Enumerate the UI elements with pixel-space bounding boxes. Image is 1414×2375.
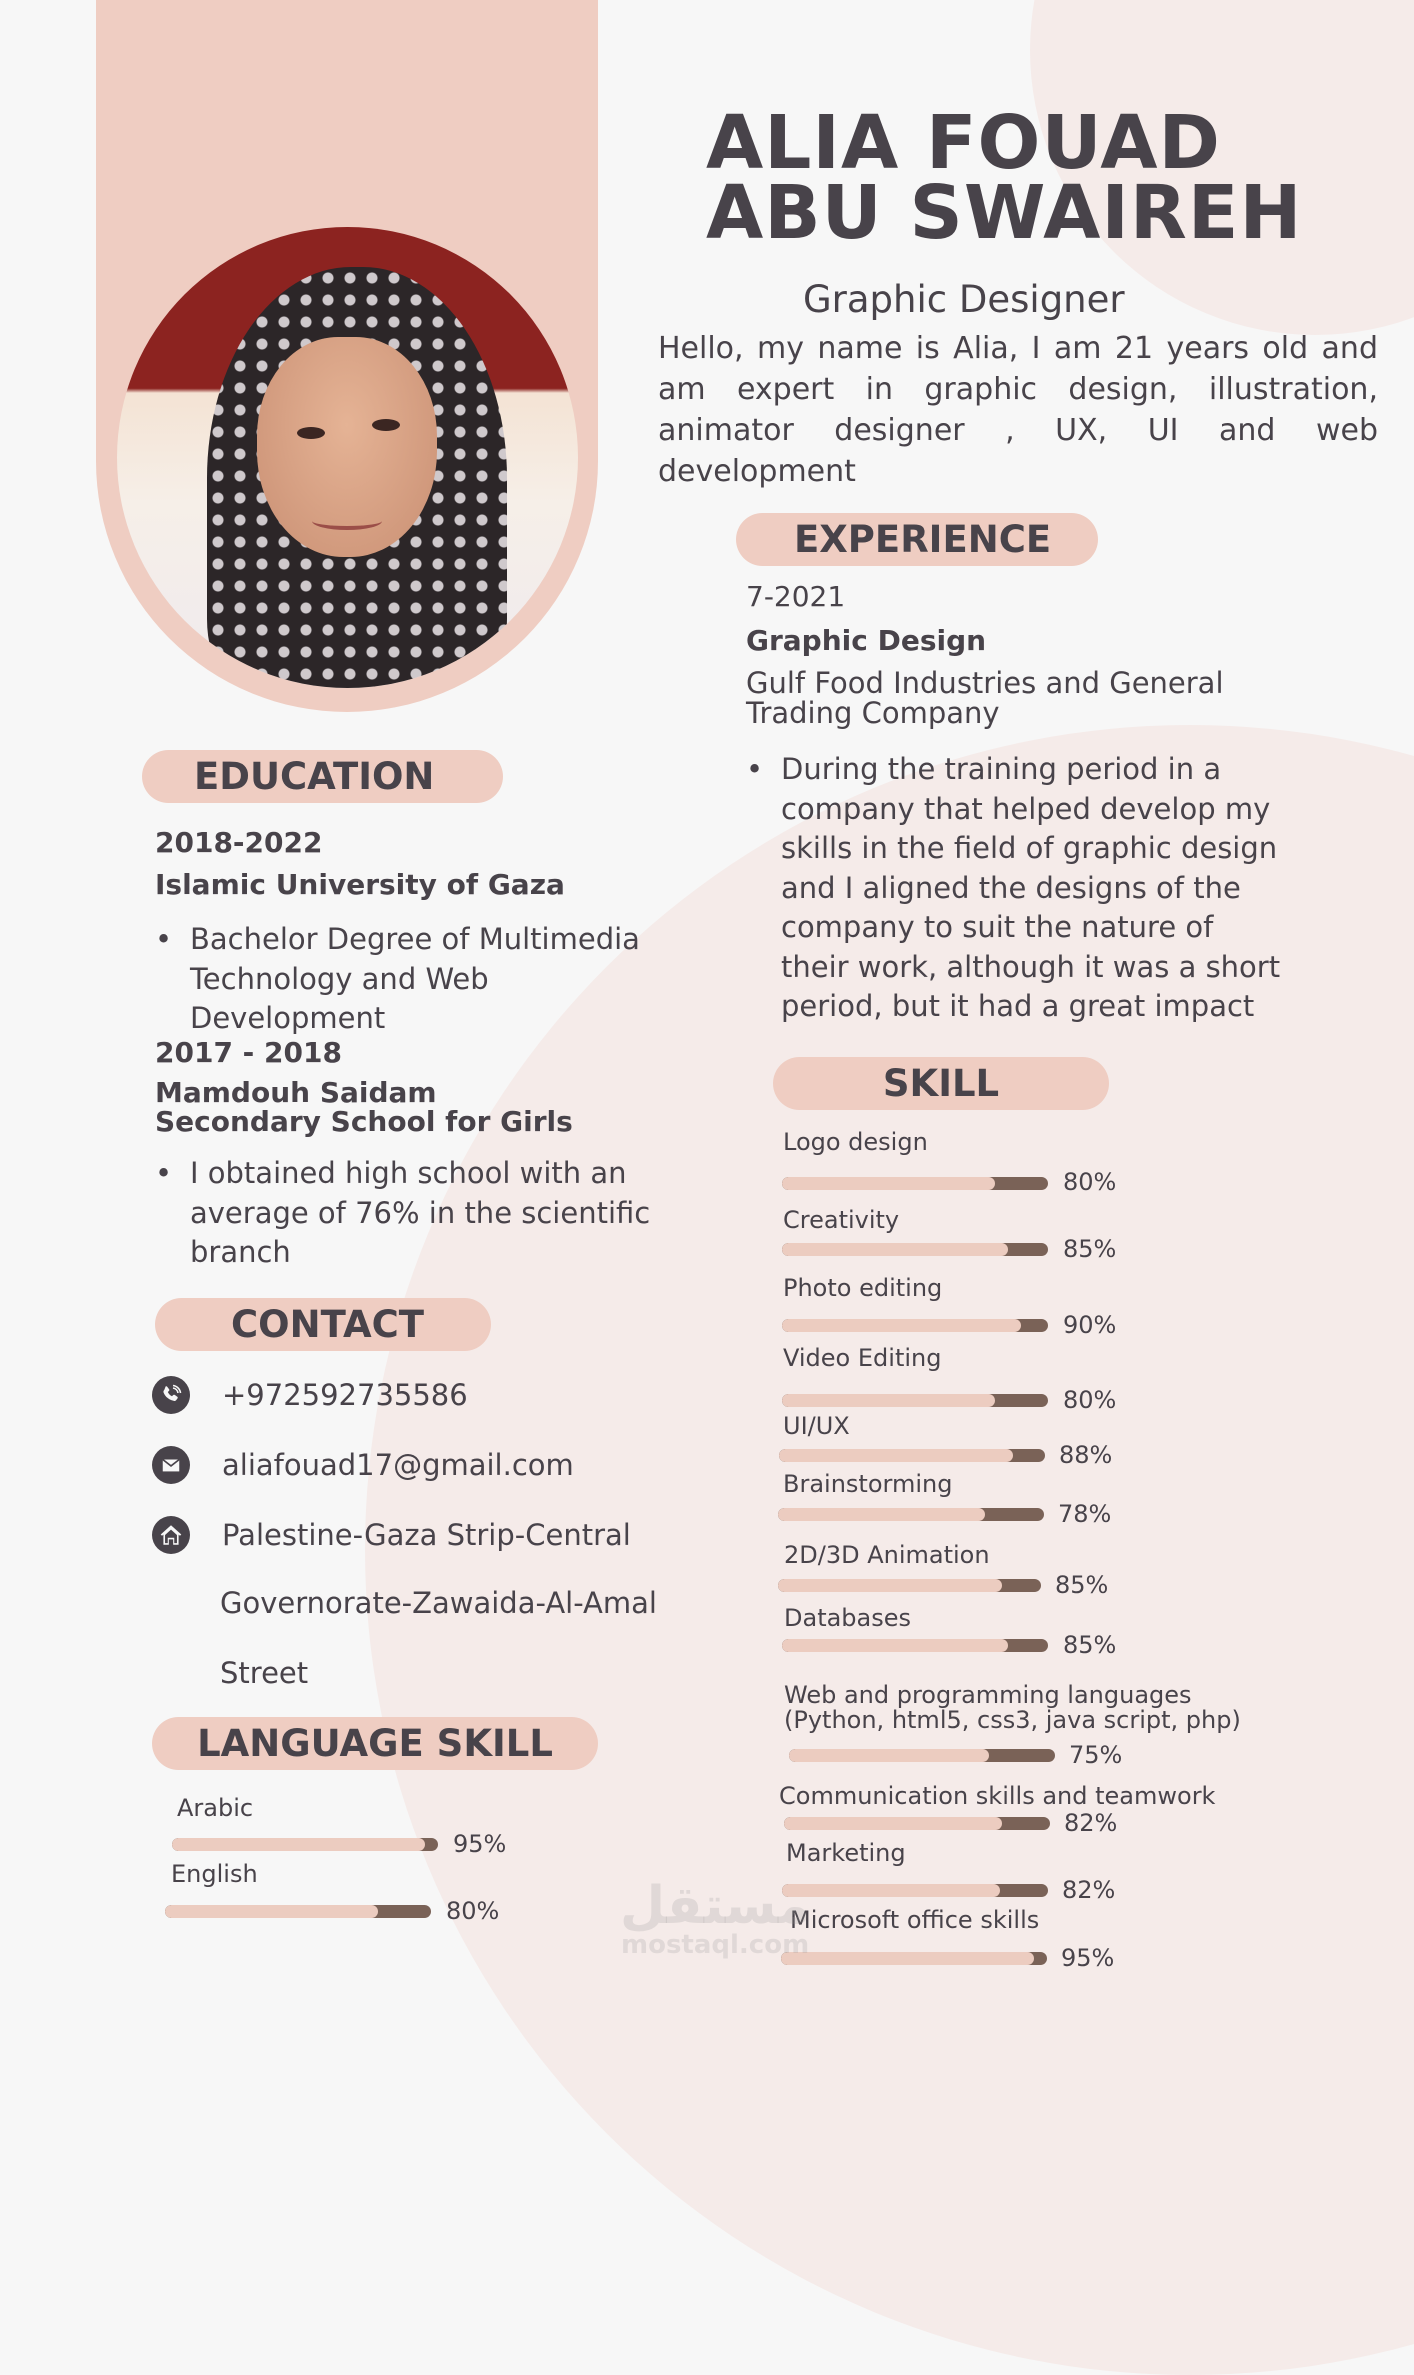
language-progress-bar	[172, 1838, 438, 1851]
education-school: Islamic University of Gaza	[155, 868, 565, 901]
skill-label: Video Editing	[783, 1344, 942, 1372]
skill-percent: 88%	[1059, 1441, 1113, 1469]
skill-percent: 82%	[1064, 1809, 1118, 1837]
language-label: English	[171, 1860, 258, 1888]
watermark-arabic: مستقل	[620, 1876, 811, 1936]
skill-progress-fill	[782, 1394, 995, 1407]
skill-progress-bar	[782, 1319, 1048, 1332]
education-heading: EDUCATION	[142, 750, 503, 803]
skill-progress-fill	[779, 1449, 1013, 1462]
education-years: 2018-2022	[155, 826, 323, 859]
skill-progress-bar	[781, 1952, 1047, 1965]
skill-label: UI/UX	[783, 1412, 850, 1440]
experience-bullet: • During the training period in a company that helped develop my skills in the field of graphic design and I aligned the designs of the company to suit the nature of their work, although it was a short period, but it had a great impact	[746, 750, 1286, 1027]
skill-progress-bar	[789, 1749, 1055, 1762]
skill-label: 2D/3D Animation	[784, 1541, 990, 1569]
experience-date: 7-2021	[746, 580, 846, 613]
skill-percent: 85%	[1063, 1631, 1117, 1659]
phone-icon	[152, 1376, 190, 1414]
skill-label: Communication skills and teamwork	[779, 1782, 1216, 1810]
home-icon	[152, 1516, 190, 1554]
skill-percent: 95%	[1061, 1944, 1115, 1972]
education-bullet: • I obtained high school with an average of 76% in the scientific branch	[155, 1154, 655, 1273]
skill-progress-fill	[782, 1639, 1008, 1652]
contact-email-row	[152, 1446, 574, 1484]
experience-role: Graphic Design	[746, 624, 987, 657]
experience-heading: EXPERIENCE	[736, 513, 1098, 566]
skill-progress-bar	[778, 1508, 1044, 1521]
skill-progress-fill	[781, 1952, 1034, 1965]
education-years: 2017 - 2018	[155, 1036, 342, 1069]
contact-phone[interactable]: +972592735586	[222, 1378, 468, 1412]
contact-heading: CONTACT	[155, 1298, 491, 1351]
skill-progress-fill	[782, 1177, 995, 1190]
experience-company: Gulf Food Industries and General Trading Company	[746, 666, 1224, 730]
language-percent: 80%	[446, 1897, 500, 1925]
skill-progress-fill	[789, 1749, 989, 1762]
skill-progress-bar	[782, 1884, 1048, 1897]
photo-eye-right	[372, 419, 400, 431]
skill-label: Creativity	[783, 1206, 900, 1234]
contact-phone-row	[152, 1376, 468, 1414]
skill-label: Databases	[784, 1604, 912, 1632]
language-percent: 95%	[453, 1830, 507, 1858]
skill-label-line-2: (Python, html5, css3, java script, php)	[784, 1706, 1241, 1734]
intro-paragraph: Hello, my name is Alia, I am 21 years old and am expert in graphic design, illustration, animator designer , UX, UI and web development	[658, 331, 1378, 489]
education-bullets	[155, 920, 655, 1039]
skill-label: Marketing	[786, 1839, 906, 1867]
experience-bullets	[746, 750, 1286, 1027]
watermark	[620, 1876, 811, 1960]
skill-label: Microsoft office skills	[790, 1906, 1040, 1934]
skill-heading: SKILL	[773, 1057, 1109, 1110]
skill-progress-fill	[782, 1243, 1008, 1256]
skill-progress-fill	[784, 1817, 1002, 1830]
name-line-1: ALIA FOUAD	[706, 100, 1221, 186]
contact-address-line-3: Street	[220, 1656, 309, 1690]
full-name	[706, 100, 1303, 256]
contact-address-line-2: Governorate-Zawaida-Al-Amal	[220, 1586, 657, 1620]
email-icon	[152, 1446, 190, 1484]
contact-address-row	[152, 1516, 631, 1554]
language-label: Arabic	[177, 1794, 254, 1822]
contact-address-line-1: Palestine-Gaza Strip-Central	[222, 1518, 631, 1552]
watermark-latin: mostaql.com	[621, 1930, 810, 1960]
skill-percent: 80%	[1063, 1386, 1117, 1414]
skill-progress-fill	[782, 1319, 1021, 1332]
skill-percent: 80%	[1063, 1168, 1117, 1196]
skill-percent: 82%	[1062, 1876, 1116, 1904]
skill-percent: 85%	[1063, 1235, 1117, 1263]
skill-label: Logo design	[783, 1128, 928, 1156]
skill-progress-fill	[782, 1884, 1000, 1897]
education-bullets	[155, 1154, 655, 1273]
language-skill-heading: LANGUAGE SKILL	[152, 1717, 598, 1770]
skill-progress-bar	[782, 1243, 1048, 1256]
skill-progress-bar	[782, 1177, 1048, 1190]
photo-mouth	[312, 512, 382, 530]
skill-percent: 75%	[1069, 1741, 1123, 1769]
language-progress-fill	[172, 1838, 425, 1851]
skill-percent: 78%	[1058, 1500, 1112, 1528]
skill-progress-fill	[778, 1508, 985, 1521]
name-line-2: ABU SWAIREH	[706, 170, 1303, 256]
skill-percent: 90%	[1063, 1311, 1117, 1339]
skill-progress-bar	[784, 1817, 1050, 1830]
language-progress-fill	[165, 1905, 378, 1918]
language-progress-bar	[165, 1905, 431, 1918]
skill-progress-bar	[782, 1394, 1048, 1407]
skill-progress-bar	[782, 1639, 1048, 1652]
skill-progress-bar	[778, 1579, 1041, 1592]
education-school: Mamdouh Saidam Secondary School for Girls	[155, 1076, 573, 1138]
skill-percent: 85%	[1055, 1571, 1109, 1599]
education-bullet: • Bachelor Degree of Multimedia Technology and Web Development	[155, 920, 655, 1039]
photo-eye-left	[297, 427, 325, 439]
job-title: Graphic Designer	[803, 278, 1125, 321]
skill-label: Photo editing	[783, 1274, 943, 1302]
skill-label: Brainstorming	[783, 1470, 953, 1498]
skill-progress-bar	[779, 1449, 1045, 1462]
contact-email[interactable]: aliafouad17@gmail.com	[222, 1448, 574, 1482]
skill-label: Web and programming languages	[784, 1681, 1192, 1709]
skill-progress-fill	[778, 1579, 1002, 1592]
profile-photo	[117, 227, 578, 688]
